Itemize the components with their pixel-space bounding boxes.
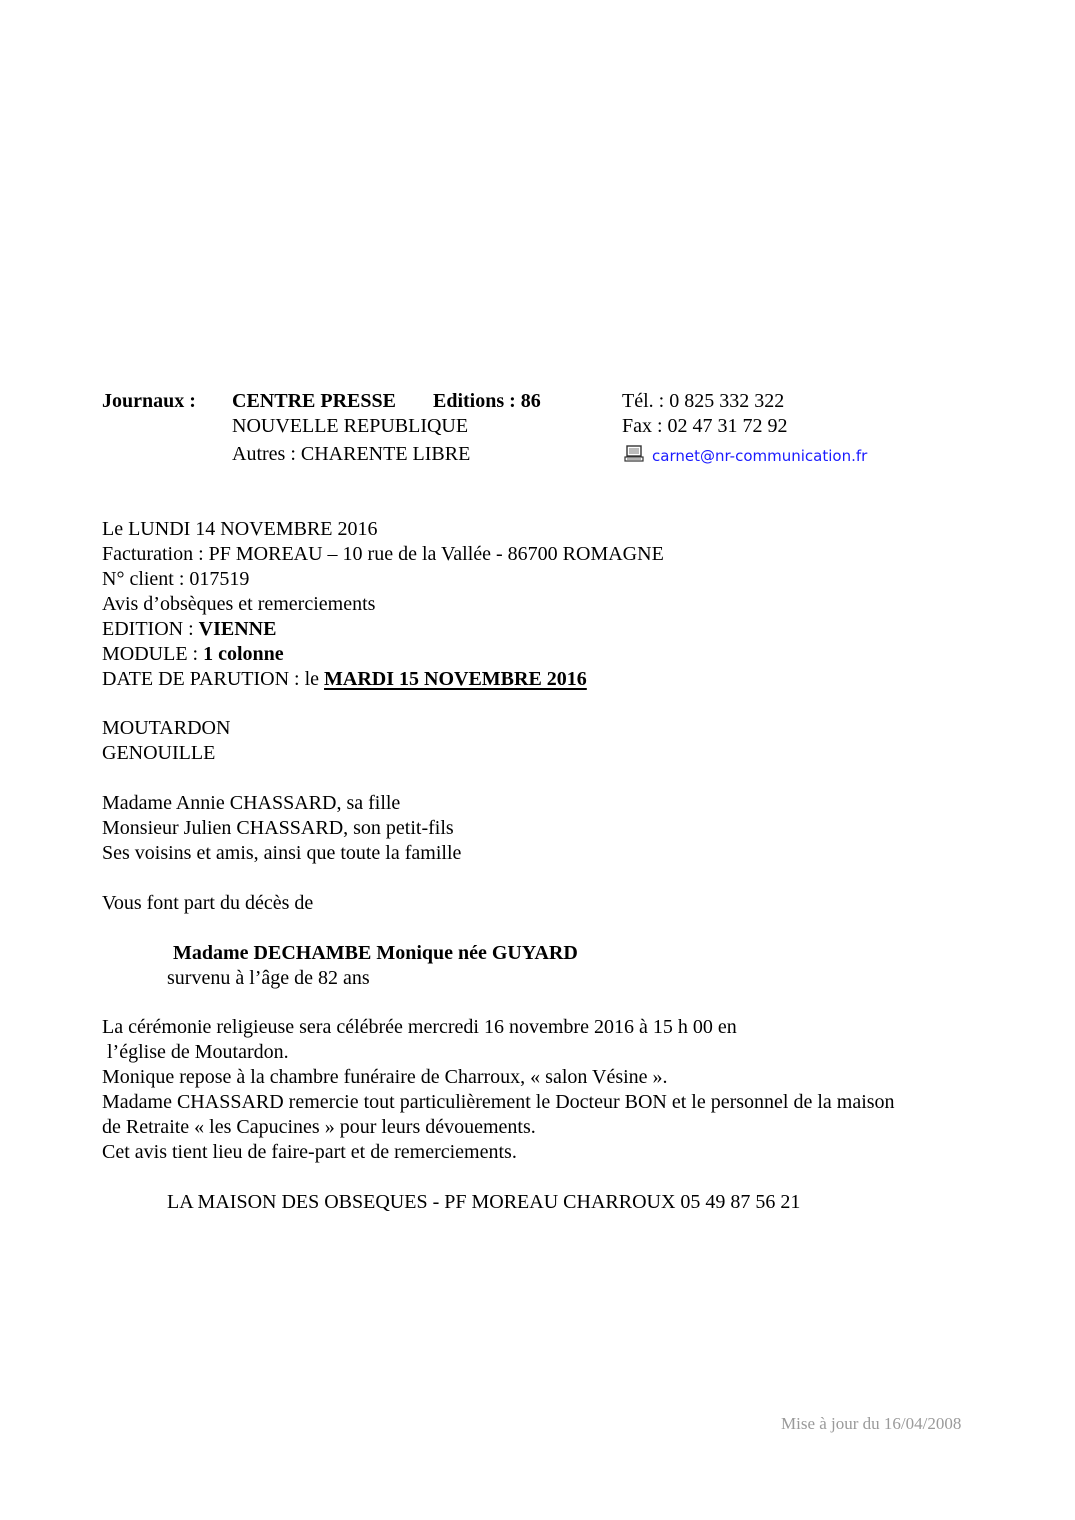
- family-1: Madame Annie CHASSARD, sa fille: [102, 792, 401, 814]
- client-number: N° client : 017519: [102, 568, 250, 590]
- module-line: [102, 642, 284, 667]
- signature: LA MAISON DES OBSEQUES - PF MOREAU CHARROUX 05 49 87 56 21: [167, 1191, 801, 1213]
- email-line: [624, 443, 867, 469]
- body-line-3: Monique repose à la chambre funéraire de Charroux, « salon Vésine ».: [102, 1066, 668, 1088]
- fax: Fax : 02 47 31 72 92: [622, 415, 788, 437]
- journal-main: CENTRE PRESSE: [232, 390, 396, 412]
- phone: Tél. : 0 825 332 322: [622, 390, 785, 412]
- body-line-2: l’église de Moutardon.: [102, 1041, 289, 1063]
- parution-value: MARDI 15 NOVEMBRE 2016: [324, 668, 587, 690]
- place-1: MOUTARDON: [102, 717, 231, 739]
- parution-label: DATE DE PARUTION : le: [102, 668, 325, 690]
- journal-secondary: NOUVELLE REPUBLIQUE: [232, 415, 469, 437]
- family-2: Monsieur Julien CHASSARD, son petit-fils: [102, 817, 454, 839]
- module-value: 1 colonne: [203, 643, 284, 665]
- body-line-5: de Retraite « les Capucines » pour leurs dévouements.: [102, 1116, 536, 1138]
- notice-type: Avis d’obsèques et remerciements: [102, 593, 376, 615]
- place-2: GENOUILLE: [102, 742, 216, 764]
- body-line-1: La cérémonie religieuse sera célébrée mercredi 16 novembre 2016 à 15 h 00 en: [102, 1016, 737, 1038]
- journaux-label: Journaux :: [102, 390, 196, 412]
- deceased-name: Madame DECHAMBE Monique née GUYARD: [173, 942, 578, 964]
- age: survenu à l’âge de 82 ans: [167, 967, 370, 989]
- body-line-4: Madame CHASSARD remercie tout particulièrement le Docteur BON et le personnel de la maison: [102, 1091, 895, 1113]
- journal-others: Autres : CHARENTE LIBRE: [232, 443, 471, 465]
- edition-label: EDITION :: [102, 618, 199, 640]
- email-link[interactable]: carnet@nr-communication.fr: [652, 447, 868, 465]
- body-line-6: Cet avis tient lieu de faire-part et de remerciements.: [102, 1141, 517, 1163]
- computer-icon: [624, 445, 644, 463]
- family-3: Ses voisins et amis, ainsi que toute la famille: [102, 842, 462, 864]
- intro: Vous font part du décès de: [102, 892, 314, 914]
- edition-line: [102, 617, 276, 642]
- billing: Facturation : PF MOREAU – 10 rue de la Vallée - 86700 ROMAGNE: [102, 543, 664, 565]
- edition-value: VIENNE: [198, 618, 277, 640]
- order-date: Le LUNDI 14 NOVEMBRE 2016: [102, 518, 378, 540]
- parution-line: [102, 667, 587, 692]
- update-date: Mise à jour du 16/04/2008: [781, 1414, 962, 1433]
- module-label: MODULE :: [102, 643, 204, 665]
- editions: Editions : 86: [433, 390, 541, 412]
